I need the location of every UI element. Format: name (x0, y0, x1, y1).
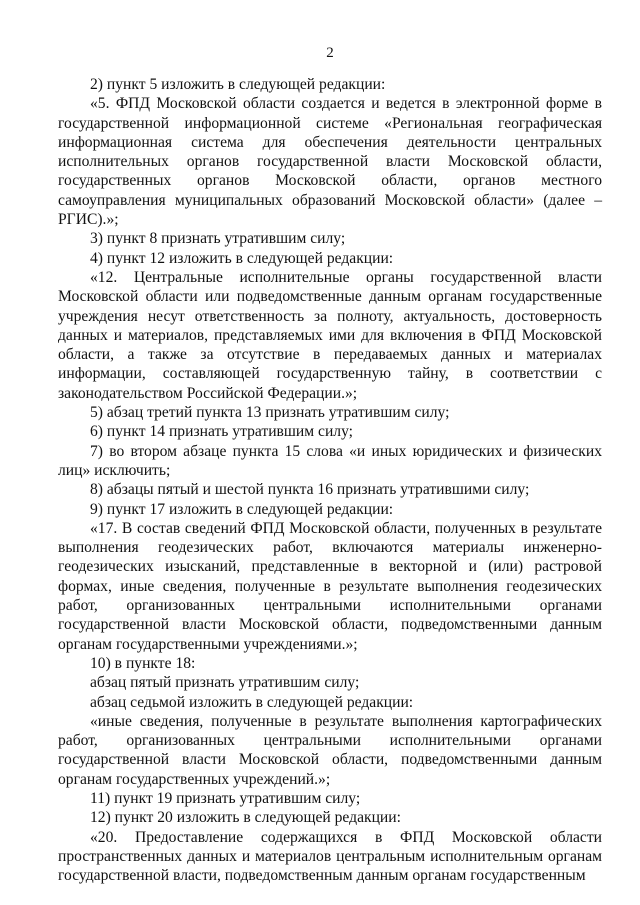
paragraph: 5) абзац третий пункта 13 признать утратившим силу; (90, 404, 450, 422)
paragraph: «12. Центральные исполнительные органы государственной власти Московской области или подведомственные данным органам государственные учреждения несут ответственность за полноту, актуальность, достоверность данных и материалов, представляемых ими для включения в ФПД Московской области, а также за отсутствие в передаваемых данных и материалах информации, составляющей государственную тайну, в соответствии с законодательством Российской Федерации.»; (58, 268, 602, 402)
paragraph: «17. В состав сведений ФПД Московской области, полученных в результате выполнения геодезических работ, включаются материалы инженерно-геодезических изысканий, представленные в векторной и (или) растровой формах, иные сведения, полученные в результате выполнения геодезических работ, организованных центральными исполнительными органами государственной власти Московской области, подведомственными данным органам государственными учреждениями.»; (58, 519, 602, 653)
paragraph: абзац пятый признать утратившим силу; (90, 674, 360, 692)
paragraph: 8) абзацы пятый и шестой пункта 16 признать утратившими силу; (90, 481, 530, 499)
paragraph: 10) в пункте 18: (90, 654, 196, 672)
paragraph: 11) пункт 19 признать утратившим силу; (90, 789, 361, 807)
paragraph: 9) пункт 17 изложить в следующей редакции: (90, 500, 394, 518)
paragraph: «20. Предоставление содержащихся в ФПД Московской области пространственных данных и материалов центральным исполнительным органам государственной власти, подведомственным данным органам государственным (58, 828, 602, 885)
document-body (58, 75, 602, 885)
paragraph: 12) пункт 20 изложить в следующей редакции: (90, 809, 401, 827)
paragraph: 6) пункт 14 признать утратившим силу; (90, 423, 354, 441)
paragraph: «5. ФПД Московской области создается и ведется в электронной форме в государственной информационной системе «Региональная географическая информационная система для обеспечения деятельности центральных исполнительных органов государственной власти Московской области, государственных органов Московской области, органов местного самоуправления муниципальных образований Московской области» (далее – РГИС).»; (58, 95, 602, 229)
paragraph: 3) пункт 8 признать утратившим силу; (90, 230, 346, 248)
paragraph: 4) пункт 12 изложить в следующей редакции: (90, 249, 394, 267)
page-number: 2 (326, 45, 334, 61)
paragraph: 7) во втором абзаце пункта 15 слова «и иных юридических и физических лиц» исключить; (58, 442, 602, 479)
paragraph: абзац седьмой изложить в следующей редакции: (90, 693, 414, 711)
paragraph: «иные сведения, полученные в результате выполнения картографических работ, организованных центральными исполнительными органами государственной власти Московской области, подведомственными данным органам государственных учреждений.»; (58, 712, 602, 788)
paragraph: 2) пункт 5 изложить в следующей редакции: (90, 76, 386, 93)
